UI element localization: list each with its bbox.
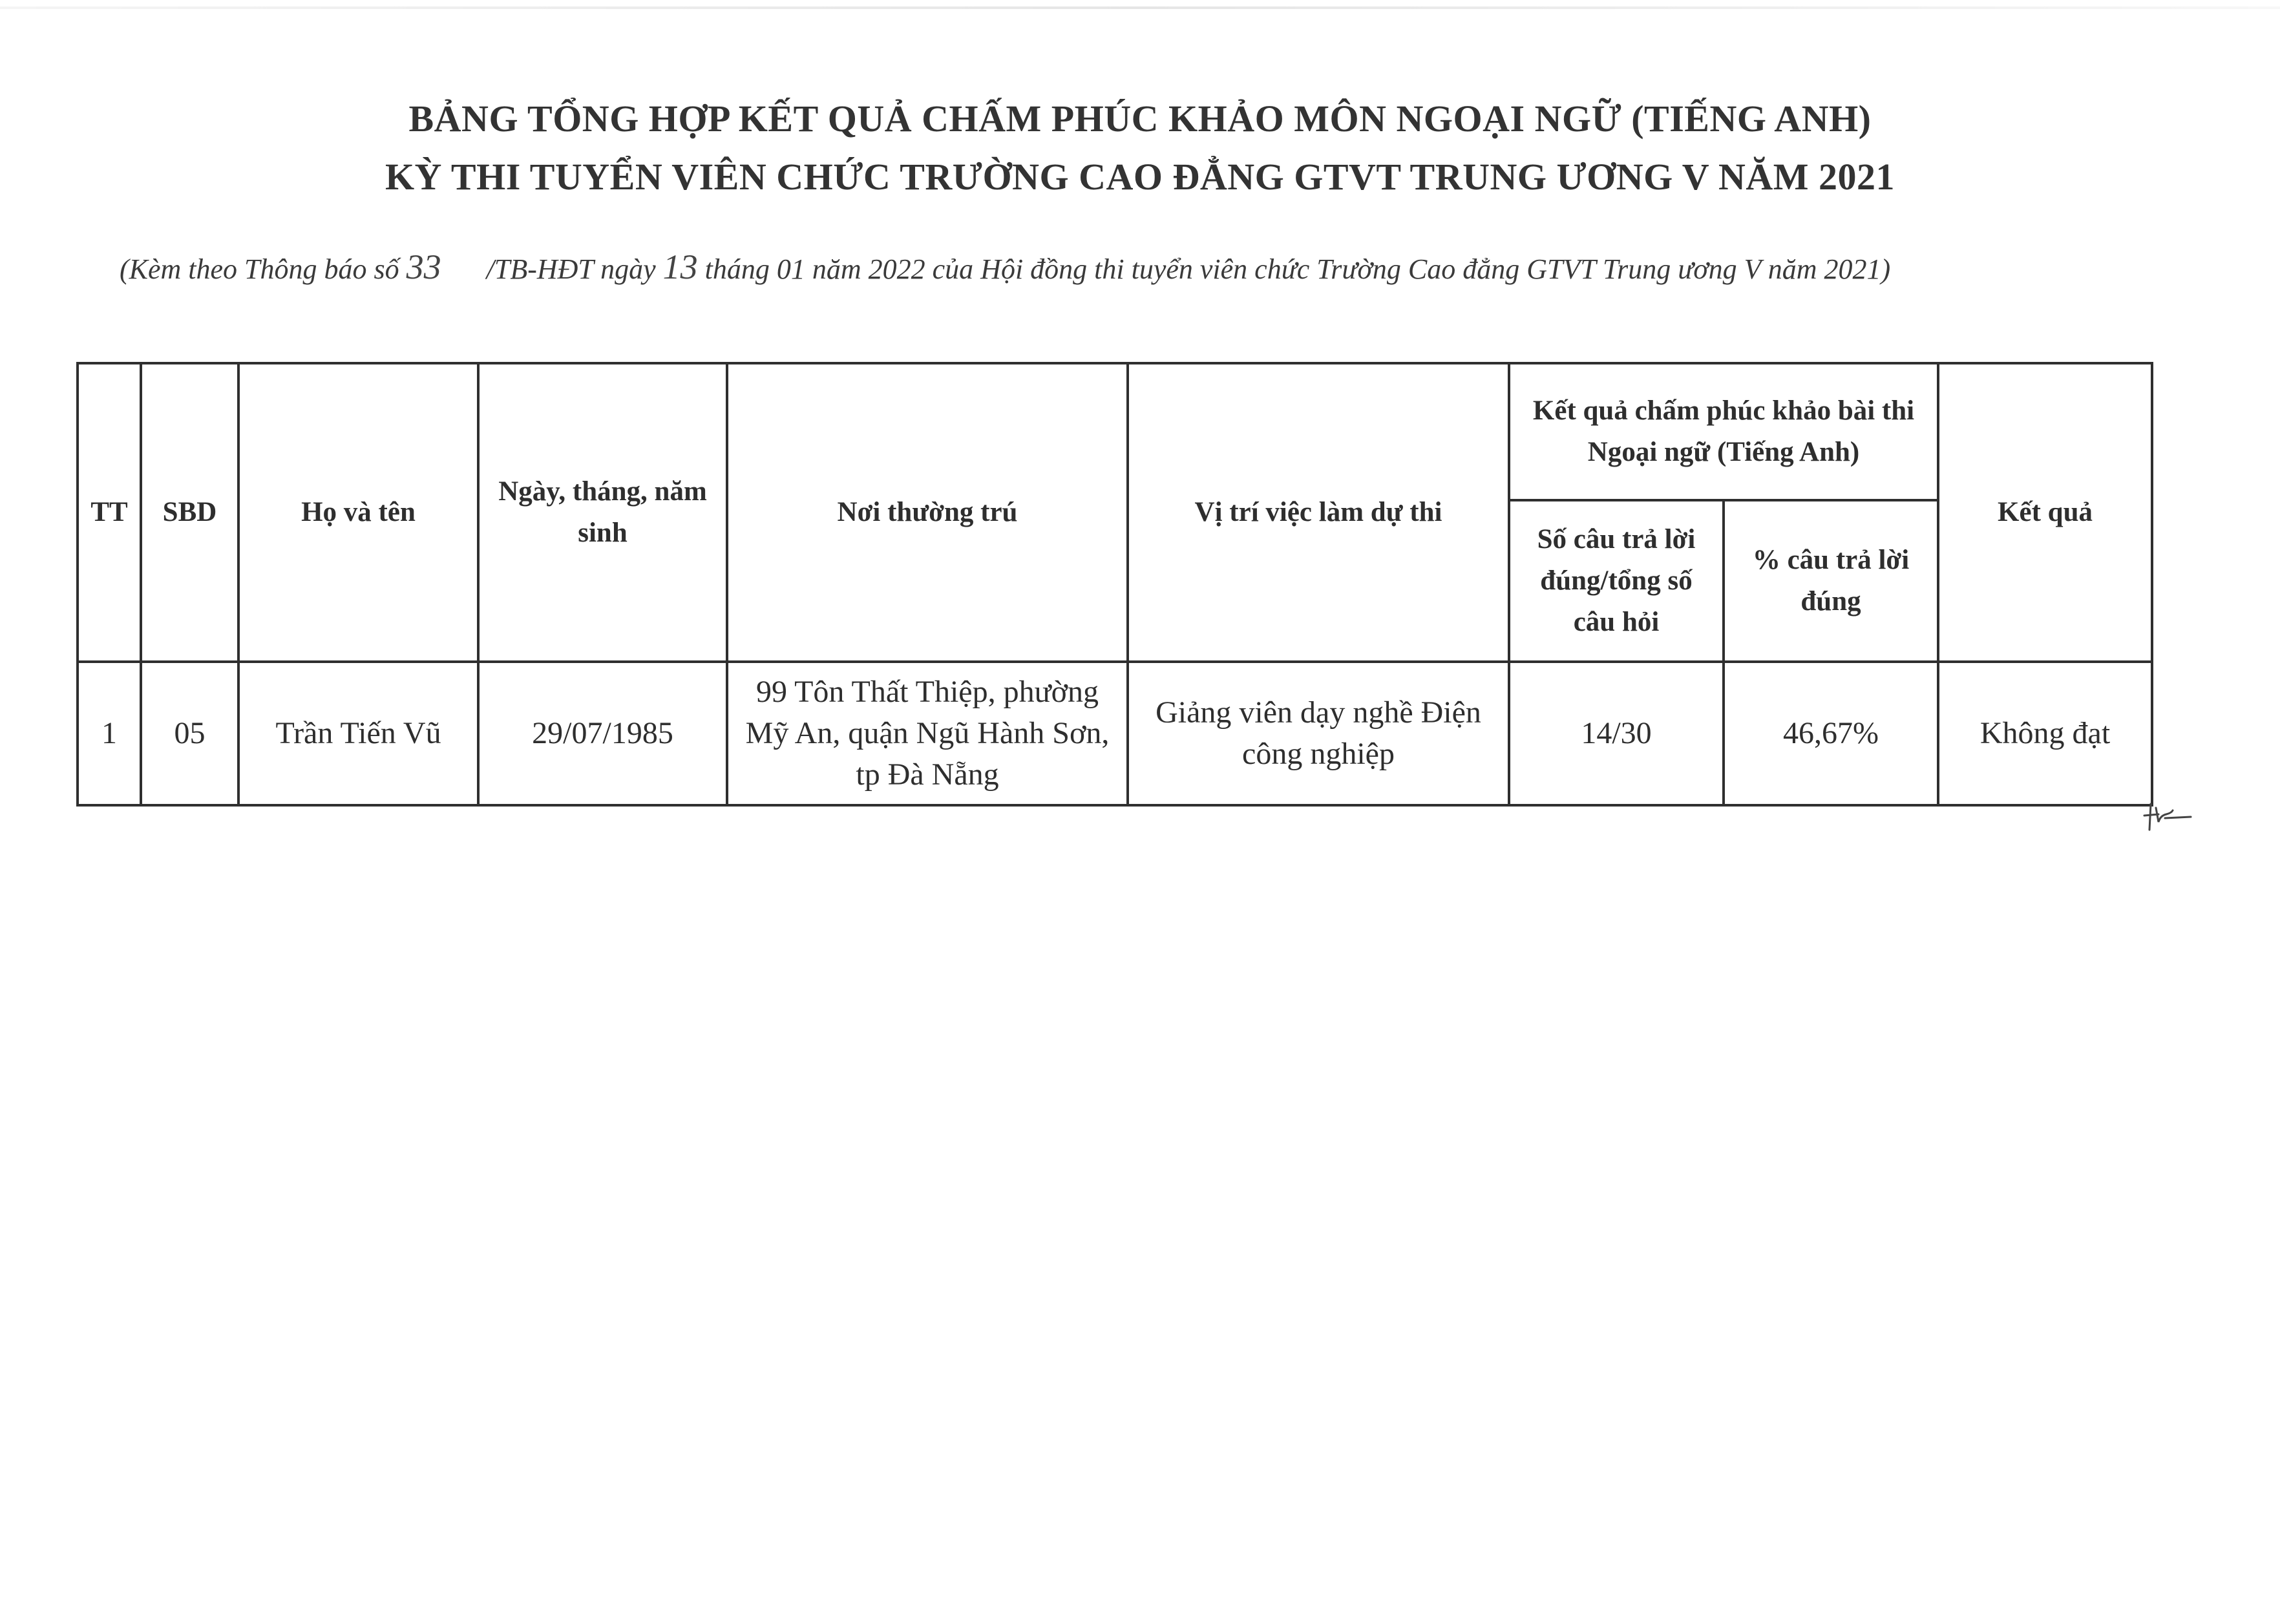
scan-edge [0, 6, 2280, 9]
header-correct-total: Số câu trả lời đúng/tổng số câu hỏi [1509, 500, 1724, 662]
results-table [76, 362, 2153, 807]
handwritten-day: 13 [662, 248, 698, 286]
cell-position: Giảng viên dạy nghề Điện công nghiệp [1128, 662, 1509, 805]
header-name: Họ và tên [238, 363, 478, 662]
subtitle-suffix: tháng 01 năm 2022 của Hội đồng thi tuyển viên chức Trường Cao đẳng GTVT Trung ương V năm 2021) [704, 253, 1891, 285]
cell-tt: 1 [78, 662, 141, 805]
handwritten-initials-signature [2139, 796, 2197, 835]
header-result-group: Kết quả chấm phúc khảo bài thi Ngoại ngữ (Tiếng Anh) [1509, 363, 1938, 500]
header-sbd: SBD [141, 363, 238, 662]
header-percent: % câu trả lời đúng [1724, 500, 1938, 662]
cell-dob: 29/07/1985 [478, 662, 727, 805]
handwritten-notice-number: 33 [406, 248, 441, 286]
header-dob: Ngày, tháng, năm sinh [478, 363, 727, 662]
document-subtitle [120, 247, 1890, 287]
table-row [78, 662, 2152, 805]
header-position: Vị trí việc làm dự thi [1128, 363, 1509, 662]
table-header-row [78, 363, 2152, 500]
cell-name: Trần Tiến Vũ [238, 662, 478, 805]
header-result: Kết quả [1938, 363, 2152, 662]
cell-correct-total: 14/30 [1509, 662, 1724, 805]
document-title-line-2: KỲ THI TUYỂN VIÊN CHỨC TRƯỜNG CAO ĐẲNG GTVT TRUNG ƯƠNG V NĂM 2021 [385, 156, 1895, 198]
cell-percent: 46,67% [1724, 662, 1938, 805]
cell-address: 99 Tôn Thất Thiệp, phường Mỹ An, quận Ngũ Hành Sơn, tp Đà Nẵng [727, 662, 1128, 805]
document-title-line-1: BẢNG TỔNG HỢP KẾT QUẢ CHẤM PHÚC KHẢO MÔN NGOẠI NGỮ (TIẾNG ANH) [408, 98, 1872, 140]
subtitle-prefix: (Kèm theo Thông báo số [120, 253, 399, 285]
header-address: Nơi thường trú [727, 363, 1128, 662]
cell-sbd: 05 [141, 662, 238, 805]
header-tt: TT [78, 363, 141, 662]
subtitle-middle: /TB-HĐT ngày [486, 253, 656, 285]
cell-result: Không đạt [1938, 662, 2152, 805]
